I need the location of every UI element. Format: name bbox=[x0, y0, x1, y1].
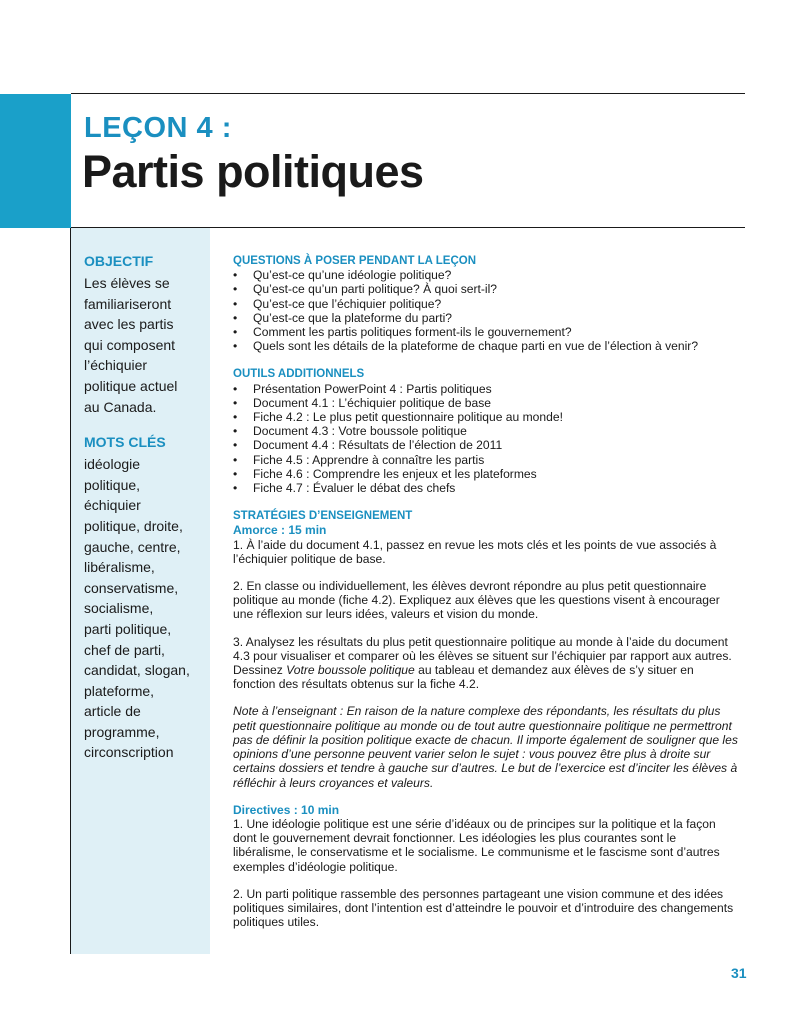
bullet-icon: • bbox=[233, 410, 238, 425]
list-item: • Document 4.3 : Votre boussole politique bbox=[233, 424, 467, 439]
bullet-icon: • bbox=[233, 424, 238, 439]
main-content bbox=[233, 254, 738, 929]
list-item: • Fiche 4.2 : Le plus petit questionnaire politique au monde! bbox=[233, 410, 563, 425]
header-top-rule bbox=[71, 93, 745, 94]
amorce-heading: Amorce : 15 min bbox=[233, 523, 327, 538]
list-item: • Fiche 4.6 : Comprendre les enjeux et les plateformes bbox=[233, 466, 537, 481]
mots-cles-heading: MOTS CLÉS bbox=[84, 434, 166, 451]
bullet-icon: • bbox=[233, 282, 238, 297]
list-item: • Comment les partis politiques forment-ils le gouvernement? bbox=[233, 325, 572, 340]
bullet-icon: • bbox=[233, 381, 238, 396]
bullet-icon: • bbox=[233, 339, 238, 354]
list-item: • Document 4.4 : Résultats de l’élection de 2011 bbox=[233, 438, 503, 453]
bullet-icon: • bbox=[233, 296, 238, 311]
questions-heading: QUESTIONS À POSER PENDANT LA LEÇON bbox=[233, 255, 477, 267]
list-item: • Quels sont les détails de la plateforme de chaque parti en vue de l’élection à venir? bbox=[233, 339, 699, 354]
list-item: • Fiche 4.7 : Évaluer le débat des chefs bbox=[233, 481, 456, 496]
amorce-paragraph-1: 1. À l’aide du document 4.1, passez en revue les mots clés et les points de vue associés à l’échiquier politique de base. bbox=[233, 537, 717, 566]
list-item: • Fiche 4.5 : Apprendre à connaître les partis bbox=[233, 452, 485, 467]
mots-cles-text: idéologie politique, échiquier politique, droite, gauche, centre, libéralisme, conservatisme, socialisme, parti politique, chef de parti, candidat, slogan, plateforme, article de programme, circonscription bbox=[84, 456, 190, 761]
outils-list bbox=[233, 382, 738, 496]
header-color-block bbox=[0, 94, 71, 228]
page-number: 31 bbox=[731, 965, 747, 981]
bullet-icon: • bbox=[233, 452, 238, 467]
lesson-label: LEÇON 4 : bbox=[84, 112, 232, 144]
list-item: • Qu’est-ce que la plateforme du parti? bbox=[233, 310, 452, 325]
objectif-text: Les élèves se familiariseront avec les partis qui composent l’échiquier politique actuel au Canada. bbox=[84, 275, 178, 415]
amorce-paragraph-2: 2. En classe ou individuellement, les élèves devront répondre au plus petit questionnaire politique au monde (fiche 4.2). Expliquez aux élèves que les questions visent à encourager une réflexion sur leurs idées, valeurs et vision du monde. bbox=[233, 579, 720, 622]
bullet-icon: • bbox=[233, 395, 238, 410]
bullet-icon: • bbox=[233, 310, 238, 325]
list-item: • Qu’est-ce qu’une idéologie politique? bbox=[233, 268, 452, 283]
bullet-icon: • bbox=[233, 268, 238, 283]
strategies-heading: STRATÉGIES D’ENSEIGNEMENT bbox=[233, 510, 413, 523]
teacher-note: Note à l’enseignant : En raison de la nature complexe des répondants, les résultats du plus petit questionnaire politique au monde ou de tout autre questionnaire politique ne permettront pas de définir la position politique exacte de chacun. Il importe également de souligner que les opinions d’une personne peuvent varier selon le sujet : vous pouvez être plus à droite sur certains dossiers et tendre à gauche sur d’autres. Le but de l’exercice est d’inciter les élèves à réfléchir à leurs croyances et valeurs. bbox=[233, 704, 738, 790]
bullet-icon: • bbox=[233, 325, 238, 340]
directives-heading: Directives : 10 min bbox=[233, 802, 340, 817]
bullet-icon: • bbox=[233, 438, 238, 453]
amorce-paragraph-3: 3. Analysez les résultats du plus petit questionnaire politique au monde à l’aide du document 4.3 pour visualiser et comparer où les élèves se situent sur l’échiquier par rapport aux autres. Dessinez Votre boussole politique au tableau et demandez aux élèves de s’y situer en fonction des résultats obtenus sur la fiche 4.2. bbox=[233, 634, 732, 692]
list-item: • Qu’est-ce qu’un parti politique? À quoi sert-il? bbox=[233, 282, 498, 297]
sidebar bbox=[71, 228, 210, 954]
objectif-heading: OBJECTIF bbox=[84, 253, 154, 269]
directives-paragraph-2: 2. Un parti politique rassemble des personnes partageant une vision commune et des idées politiques similaires, dont l’intention est d’atteindre le pouvoir et d’introduire des changements politiques utiles. bbox=[233, 886, 734, 930]
bullet-icon: • bbox=[233, 466, 238, 481]
questions-list bbox=[233, 268, 738, 353]
list-item: • Présentation PowerPoint 4 : Partis politiques bbox=[233, 381, 492, 396]
directives-paragraph-1: 1. Une idéologie politique est une série d’idéaux ou de principes sur la politique et la façon dont le gouvernement devrait fonctionner. Les idéologies les plus courantes sont le libéralisme, le conservatisme et le socialisme. Le communisme et le fascisme sont d’autres exemples d’idéologie politique. bbox=[233, 816, 720, 874]
outils-heading: OUTILS ADDITIONNELS bbox=[233, 368, 365, 381]
lesson-title: Partis politiques bbox=[82, 146, 424, 197]
bullet-icon: • bbox=[233, 481, 238, 496]
list-item: • Document 4.1 : L’échiquier politique de base bbox=[233, 395, 492, 410]
list-item: • Qu’est-ce que l’échiquier politique? bbox=[233, 296, 442, 311]
